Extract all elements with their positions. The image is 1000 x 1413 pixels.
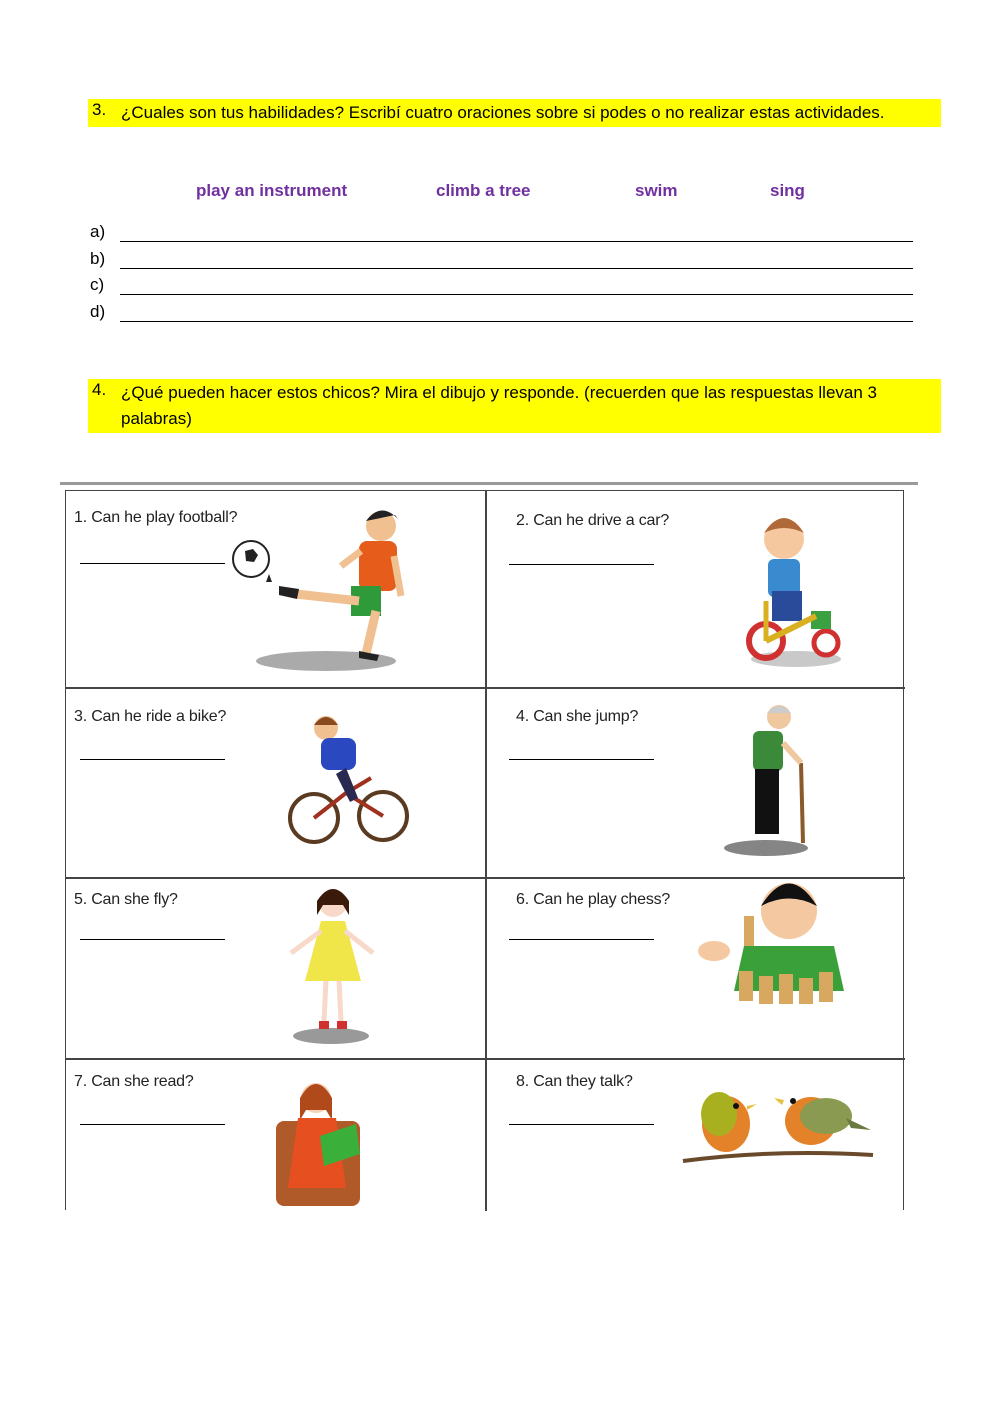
answer-rule: [120, 268, 913, 269]
question-1: 1. Can he play football?: [74, 509, 238, 526]
answer-line-b[interactable]: [90, 249, 915, 275]
exercise-4-number: 4.: [92, 380, 107, 399]
exercise-3-instruction: [88, 99, 941, 127]
question-2: 2. Can he drive a car?: [516, 512, 670, 529]
exercise-3-text: ¿Cuales son tus habilidades? Escribí cuatro oraciones sobre si podes o no realizar estas actividades.: [121, 103, 885, 122]
answer-line-label: a): [90, 222, 106, 241]
grid-divider: [66, 687, 905, 689]
word-bank-item: climb a tree: [436, 181, 531, 200]
answer-line-label: b): [90, 249, 106, 268]
answer-blank-2[interactable]: [509, 564, 654, 565]
exercise-3-number: 3.: [92, 100, 107, 119]
boy-playing-chess-illustration: [694, 876, 844, 1026]
answer-blank-8[interactable]: [509, 1124, 654, 1125]
question-6: 6. Can he play chess?: [516, 891, 671, 908]
answer-blank-3[interactable]: [80, 759, 225, 760]
worksheet-top-border: [60, 482, 918, 485]
question-7: 7. Can she read?: [74, 1073, 194, 1090]
question-3: 3. Can he ride a bike?: [74, 708, 227, 725]
answer-blank-7[interactable]: [80, 1124, 225, 1125]
answer-blank-5[interactable]: [80, 939, 225, 940]
answer-line-c[interactable]: [90, 275, 915, 301]
boy-on-tricycle-illustration: [736, 511, 856, 671]
boy-riding-bike-illustration: [286, 713, 411, 848]
answer-line-d[interactable]: [90, 302, 915, 328]
word-bank-item: play an instrument: [196, 181, 348, 200]
answer-line-a[interactable]: [90, 222, 915, 248]
exercise-4-text: ¿Qué pueden hacer estos chicos? Mira el dibujo y responde. (recuerden que las respuestas llevan 3 palabras): [121, 383, 877, 428]
word-bank-item: sing: [770, 181, 805, 200]
two-birds-on-branch-illustration: [681, 1076, 876, 1171]
answer-blank-4[interactable]: [509, 759, 654, 760]
exercise-4-instruction: [88, 379, 941, 433]
old-woman-with-cane-illustration: [721, 703, 816, 858]
girl-in-yellow-dress-illustration: [281, 881, 381, 1046]
question-grid: [65, 490, 904, 1210]
girl-reading-book-illustration: [268, 1076, 368, 1211]
answer-rule: [120, 294, 913, 295]
question-8: 8. Can they talk?: [516, 1073, 633, 1090]
boy-kicking-ball-illustration: [231, 506, 421, 676]
question-5: 5. Can she fly?: [74, 891, 178, 908]
word-bank-item: swim: [635, 181, 678, 200]
answer-rule: [120, 241, 913, 242]
question-4: 4. Can she jump?: [516, 708, 639, 725]
answer-line-label: d): [90, 302, 106, 321]
grid-divider: [485, 491, 487, 1211]
answer-line-label: c): [90, 275, 105, 294]
answer-blank-1[interactable]: [80, 563, 225, 564]
grid-divider: [66, 1058, 905, 1060]
answer-blank-6[interactable]: [509, 939, 654, 940]
answer-rule: [120, 321, 913, 322]
